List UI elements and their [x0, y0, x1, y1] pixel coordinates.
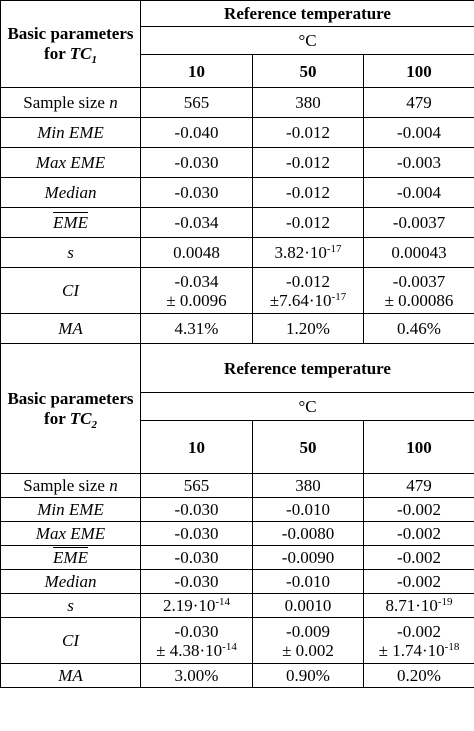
- value-cell: -0.0080: [253, 522, 364, 546]
- value-cell: -0.030: [141, 178, 253, 208]
- table-row: [1, 314, 474, 344]
- row-label: [1, 474, 141, 498]
- row-label: [1, 148, 141, 178]
- value-cell: [364, 594, 474, 618]
- table-row: [1, 570, 474, 594]
- ci-center: -0.034: [174, 271, 219, 291]
- value-cell: -0.040: [141, 118, 253, 148]
- value-cell: -0.002: [364, 570, 474, 594]
- value-cell: -0.003: [364, 148, 474, 178]
- value-base: 2.19·10: [162, 596, 216, 615]
- value-cell: 565: [141, 88, 253, 118]
- table-row: [1, 594, 474, 618]
- value-cell: 0.90%: [253, 664, 364, 688]
- value-cell: [364, 268, 474, 314]
- table-row: [1, 178, 474, 208]
- table-row: [1, 522, 474, 546]
- row-label-text: MA: [58, 319, 83, 338]
- unit-celsius: °C: [141, 393, 474, 421]
- row-label-text: s: [67, 596, 74, 615]
- section-title: [1, 1, 141, 88]
- value-cell: -0.030: [141, 498, 253, 522]
- temperature-100: 100: [364, 55, 474, 88]
- value-cell: -0.030: [141, 522, 253, 546]
- value-cell: -0.030: [141, 148, 253, 178]
- value-cell: 4.31%: [141, 314, 253, 344]
- ci-margin: ± 4.38·10: [156, 640, 223, 660]
- value-base: 8.71·10: [385, 596, 438, 615]
- row-label: [1, 88, 141, 118]
- ci-center: -0.030: [174, 621, 219, 641]
- row-label-text: s: [67, 243, 74, 262]
- value-base: 0.0010: [284, 596, 332, 615]
- table-row: [1, 546, 474, 570]
- value-cell: [141, 238, 253, 268]
- row-label-text: Min EME: [37, 500, 104, 519]
- value-exponent: -19: [437, 596, 453, 608]
- row-label: [1, 570, 141, 594]
- row-label: [1, 546, 141, 570]
- row-label: [1, 664, 141, 688]
- ci-center: -0.009: [286, 621, 330, 641]
- value-cell: -0.030: [141, 546, 253, 570]
- value-cell: 565: [141, 474, 253, 498]
- row-label-var: n: [109, 93, 118, 112]
- value-cell: -0.002: [364, 546, 474, 570]
- row-label-text: Max EME: [35, 524, 106, 543]
- row-label-text: Min EME: [37, 123, 104, 142]
- value-cell: -0.012: [253, 208, 364, 238]
- ci-center: -0.0037: [392, 271, 446, 291]
- value-cell: [364, 238, 474, 268]
- value-cell: [141, 268, 253, 314]
- table-row: [1, 474, 474, 498]
- reference-temperature-header: Reference temperature: [141, 1, 474, 27]
- temperature-10: 10: [141, 55, 253, 88]
- value-base: 0.0048: [173, 243, 220, 262]
- ci-margin: ± 0.0096: [166, 290, 227, 310]
- value-cell: 380: [253, 88, 364, 118]
- header-row: [1, 344, 474, 393]
- value-cell: -0.012: [253, 178, 364, 208]
- ci-margin: ± 0.00086: [384, 290, 454, 310]
- value-cell: [253, 594, 364, 618]
- row-label-text: Sample size: [23, 93, 110, 112]
- row-label-text: Median: [44, 183, 97, 202]
- section-title-sub: 2: [91, 418, 97, 431]
- temperature-50: 50: [253, 55, 364, 88]
- value-cell: 3.00%: [141, 664, 253, 688]
- value-cell: 479: [364, 88, 474, 118]
- section-title: [1, 344, 141, 474]
- row-label: [1, 618, 141, 664]
- value-cell: [253, 238, 364, 268]
- value-cell: 0.46%: [364, 314, 474, 344]
- row-label-text: CI: [62, 281, 79, 300]
- value-cell: [253, 618, 364, 664]
- unit-celsius: °C: [141, 27, 474, 55]
- value-cell: [141, 618, 253, 664]
- value-cell: -0.010: [253, 570, 364, 594]
- ci-center: -0.012: [286, 271, 330, 291]
- value-cell: -0.0037: [364, 208, 474, 238]
- row-label-text: Sample size: [23, 476, 110, 495]
- row-label-text: Median: [44, 572, 97, 591]
- row-label: [1, 498, 141, 522]
- value-exponent: -17: [326, 243, 342, 255]
- row-label: [1, 118, 141, 148]
- table-row: [1, 88, 474, 118]
- value-cell: 380: [253, 474, 364, 498]
- row-label: [1, 594, 141, 618]
- value-base: 3.82·10: [274, 243, 327, 262]
- section-title-tc: TC: [69, 408, 92, 428]
- row-label-text: $\overline{EME}$: [53, 548, 88, 567]
- table-row: [1, 664, 474, 688]
- table-row: [1, 208, 474, 238]
- row-label-text: $\overline{EME}$: [53, 213, 88, 232]
- ci-exponent: -17: [331, 290, 347, 303]
- section-title-prefix: for: [44, 44, 70, 63]
- ci-exponent: -18: [444, 640, 460, 653]
- table-row: [1, 268, 474, 314]
- value-cell: [253, 268, 364, 314]
- row-label: [1, 268, 141, 314]
- value-cell: -0.030: [141, 570, 253, 594]
- row-label: [1, 208, 141, 238]
- value-cell: 0.20%: [364, 664, 474, 688]
- row-label: [1, 314, 141, 344]
- row-label-text: CI: [62, 631, 79, 650]
- value-cell: -0.012: [253, 118, 364, 148]
- reference-temperature-header: Reference temperature: [141, 344, 474, 393]
- value-cell: -0.004: [364, 118, 474, 148]
- section-title-sub: 1: [91, 54, 97, 66]
- value-cell: 479: [364, 474, 474, 498]
- table-row: [1, 118, 474, 148]
- ci-margin: ± 0.002: [282, 640, 334, 660]
- row-label: [1, 238, 141, 268]
- table-row: [1, 498, 474, 522]
- row-label-text: MA: [58, 666, 83, 685]
- section-title-prefix: for: [44, 408, 70, 428]
- temperature-10: 10: [141, 421, 253, 474]
- ci-exponent: -14: [222, 640, 237, 653]
- row-label-text: Max EME: [35, 153, 106, 172]
- table-row: [1, 618, 474, 664]
- value-cell: [141, 594, 253, 618]
- value-cell: -0.010: [253, 498, 364, 522]
- header-row: [1, 1, 474, 27]
- row-label: [1, 178, 141, 208]
- ci-margin: ± 1.74·10: [378, 640, 445, 660]
- value-cell: -0.0090: [253, 546, 364, 570]
- row-label-var: n: [109, 476, 118, 495]
- temperature-50: 50: [253, 421, 364, 474]
- value-cell: -0.002: [364, 522, 474, 546]
- row-label: [1, 522, 141, 546]
- value-cell: -0.034: [141, 208, 253, 238]
- value-cell: [364, 618, 474, 664]
- section-title-line1: Basic parameters: [7, 24, 134, 43]
- section-title-tc: TC: [69, 44, 92, 63]
- value-cell: 1.20%: [253, 314, 364, 344]
- temperature-100: 100: [364, 421, 474, 474]
- ci-margin: ±7.64·10: [269, 290, 332, 310]
- table-row: [1, 238, 474, 268]
- value-exponent: -14: [215, 596, 231, 608]
- value-cell: -0.004: [364, 178, 474, 208]
- table-row: [1, 148, 474, 178]
- value-cell: -0.002: [364, 498, 474, 522]
- value-cell: -0.012: [253, 148, 364, 178]
- ci-center: -0.002: [397, 621, 441, 641]
- value-base: 0.00043: [391, 243, 447, 262]
- section-title-line1: Basic parameters: [7, 388, 134, 408]
